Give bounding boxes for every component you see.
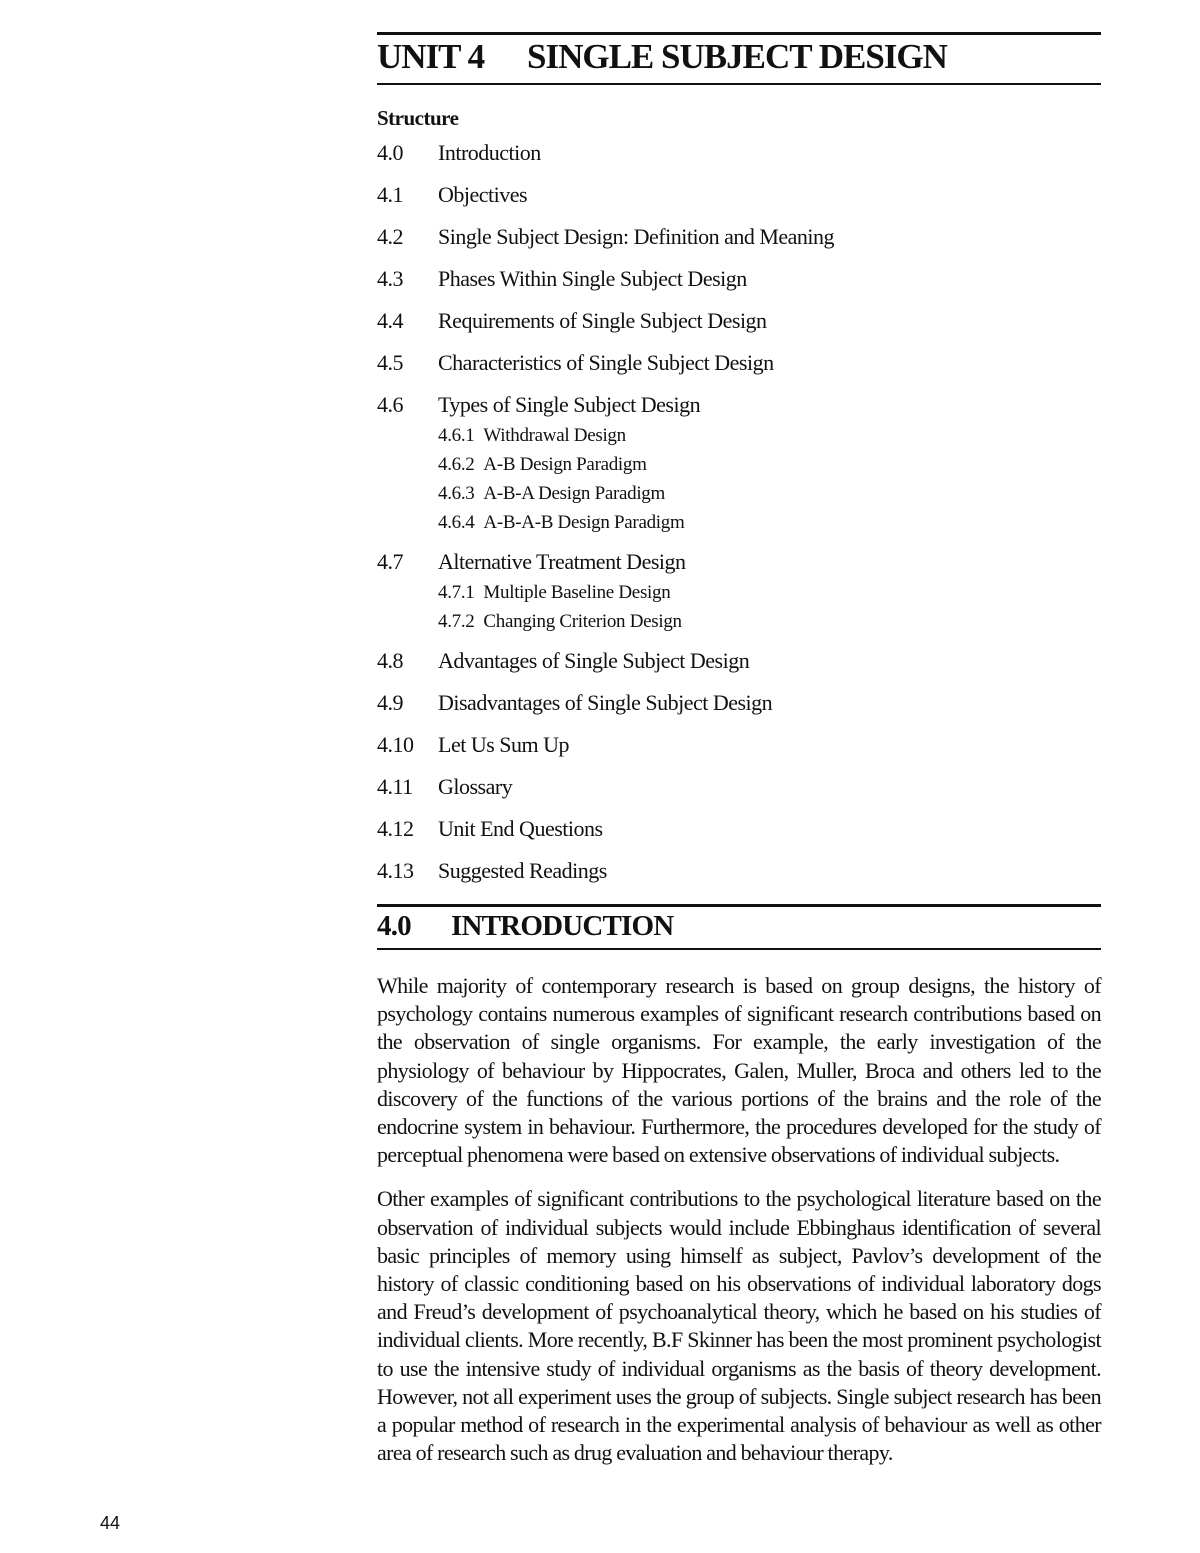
section-heading — [377, 904, 1101, 950]
table-of-contents — [377, 140, 1101, 884]
toc-subitem — [377, 425, 1101, 447]
toc-sub-number: 4.7.1 — [438, 582, 475, 603]
body-paragraph: Other examples of significant contributions to the psychological literature based on the observation of individual subjects would include Ebbinghaus identification of several basic principles of memory using himself as subject, Pavlov’s development of the history of classic conditioning based on his observations of individual laboratory dogs and Freud’s development of psychoanalytical theory, which he based on his studies of individual clients. More recently, B.F Skinner has been the most prominent psychologist to use the intensive study of individual organisms as the basis of theory development. However, not all experiment uses the group of subjects. Single subject research has been a popular method of research in the experimental analysis of behaviour as well as other area of research such as drug evaluation and behaviour therapy. — [377, 1186, 1101, 1466]
toc-title: Single Subject Design: Definition and Meaning — [438, 224, 835, 249]
toc-number: 4.10 — [377, 732, 414, 757]
toc-number: 4.13 — [377, 858, 414, 883]
toc-number: 4.12 — [377, 816, 414, 841]
toc-title: Types of Single Subject Design — [438, 392, 701, 417]
toc-item — [377, 858, 1101, 884]
toc-subitem — [377, 512, 1101, 534]
toc-sub-title: A-B-A-B Design Paradigm — [483, 512, 685, 533]
toc-title: Objectives — [438, 182, 528, 207]
page-number: 44 — [100, 1513, 121, 1533]
toc-subitem — [377, 611, 1101, 633]
structure-label: Structure — [377, 106, 459, 130]
toc-number: 4.1 — [377, 182, 403, 207]
toc-item — [377, 816, 1101, 842]
toc-item — [377, 549, 1101, 575]
toc-subitem — [377, 454, 1101, 476]
toc-item — [377, 732, 1101, 758]
toc-number: 4.9 — [377, 690, 403, 715]
toc-item — [377, 350, 1101, 376]
toc-number: 4.8 — [377, 648, 403, 673]
toc-title: Characteristics of Single Subject Design — [438, 350, 774, 375]
toc-sub-number: 4.6.1 — [438, 425, 475, 446]
toc-sub-title: A-B-A Design Paradigm — [483, 483, 665, 504]
toc-subitem — [377, 582, 1101, 604]
toc-sub-title: Changing Criterion Design — [483, 611, 682, 632]
body-paragraph: While majority of contemporary research is based on group designs, the history of psychology contains numerous examples of significant research contributions based on the observation of single organisms. For example, the early investigation of the physiology of behaviour by Hippocrates, Galen, Muller, Broca and others led to the discovery of the functions of the various portions of the brains and the role of the endocrine system in behaviour. Furthermore, the procedures developed for the study of perceptual phenomena were based on extensive observations of individual subjects. — [377, 973, 1101, 1168]
toc-item — [377, 266, 1101, 292]
toc-title: Suggested Readings — [438, 858, 607, 883]
toc-item — [377, 648, 1101, 674]
toc-title: Glossary — [438, 774, 513, 799]
section-number: 4.0 — [377, 910, 411, 942]
toc-number: 4.5 — [377, 350, 403, 375]
toc-number: 4.0 — [377, 140, 403, 165]
toc-sub-title: Multiple Baseline Design — [483, 582, 671, 603]
toc-number: 4.3 — [377, 266, 403, 291]
toc-sub-number: 4.6.3 — [438, 483, 475, 504]
unit-label: UNIT 4 — [377, 37, 485, 76]
toc-sub-number: 4.6.4 — [438, 512, 475, 533]
toc-title: Requirements of Single Subject Design — [438, 308, 767, 333]
toc-title: Let Us Sum Up — [438, 732, 569, 757]
toc-title: Disadvantages of Single Subject Design — [438, 690, 773, 715]
toc-title: Phases Within Single Subject Design — [438, 266, 747, 291]
toc-title: Unit End Questions — [438, 816, 603, 841]
toc-sub-title: A-B Design Paradigm — [483, 454, 647, 475]
unit-title: SINGLE SUBJECT DESIGN — [527, 37, 947, 76]
toc-item — [377, 182, 1101, 208]
toc-sub-number: 4.7.2 — [438, 611, 475, 632]
toc-sub-title: Withdrawal Design — [483, 425, 626, 446]
toc-title: Advantages of Single Subject Design — [438, 648, 750, 673]
toc-item — [377, 224, 1101, 250]
toc-sub-number: 4.6.2 — [438, 454, 475, 475]
toc-subitem — [377, 483, 1101, 505]
toc-item — [377, 774, 1101, 800]
page-content — [377, 32, 1101, 1467]
toc-number: 4.4 — [377, 308, 403, 333]
toc-item — [377, 140, 1101, 166]
toc-item — [377, 690, 1101, 716]
toc-number: 4.2 — [377, 224, 403, 249]
toc-number: 4.11 — [377, 774, 413, 799]
toc-number: 4.6 — [377, 392, 403, 417]
toc-title: Introduction — [438, 140, 541, 165]
toc-item — [377, 308, 1101, 334]
unit-heading — [377, 32, 1101, 85]
toc-title: Alternative Treatment Design — [438, 549, 686, 574]
section-title: INTRODUCTION — [451, 910, 674, 942]
toc-item — [377, 392, 1101, 418]
toc-number: 4.7 — [377, 549, 403, 574]
